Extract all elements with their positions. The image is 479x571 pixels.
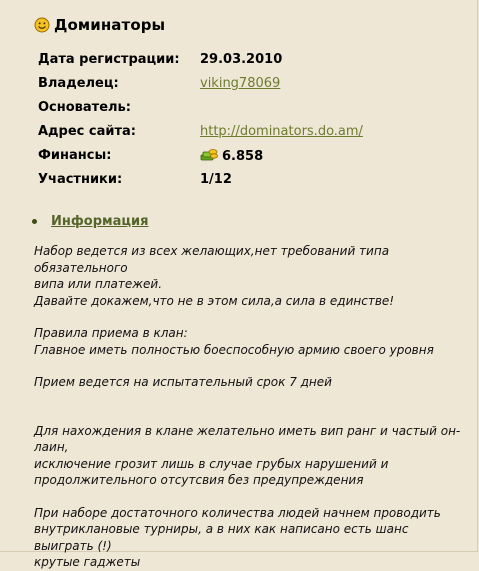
owner-link[interactable]: viking78069	[200, 76, 281, 91]
info-section-link[interactable]: Информация	[51, 214, 149, 229]
owner-label: Владелец:	[38, 76, 119, 91]
clan-header	[34, 16, 165, 34]
clan-description	[34, 243, 464, 571]
site-label: Адрес сайта:	[38, 124, 137, 139]
description-paragraph: Набор ведется из всех желающих,нет требований типа обязательного випа или платежей. Давайте докажем,что не в этом сила,а сила в единстве!	[34, 244, 395, 308]
smiley-clan-icon	[34, 17, 50, 33]
bullet-icon	[32, 219, 37, 224]
description-paragraph: Прием ведется на испытательный срок 7 дней	[34, 375, 332, 389]
coins-icon	[200, 148, 218, 162]
finance-label: Финансы:	[38, 148, 112, 163]
founder-label: Основатель:	[38, 100, 131, 115]
finance-value-wrap	[200, 148, 263, 164]
site-link[interactable]: http://dominators.do.am/	[200, 124, 363, 139]
info-section-header	[32, 214, 149, 229]
finance-amount: 6.858	[222, 149, 264, 164]
description-paragraph: Для нахождения в клане желательно иметь вип ранг и частый он-лаин, исключение грозит лишь в случае грубых нарушений и продолжительного отсутсвия без предупреждения	[34, 423, 461, 487]
description-paragraph: Правила приема в клан: Главное иметь полностью боеспособную армию своего уровня	[34, 326, 434, 357]
members-label: Участники:	[38, 172, 123, 187]
description-paragraph: При наборе достаточного количества людей начнем проводить внутриклановые турниры, а в них как написано есть шанс выиграть (!) крутые гаджеты	[34, 505, 441, 569]
members-count: 1/12	[200, 172, 232, 187]
clan-name: Доминаторы	[54, 16, 166, 34]
registration-label: Дата регистрации:	[38, 52, 180, 67]
registration-date: 29.03.2010	[200, 52, 283, 67]
